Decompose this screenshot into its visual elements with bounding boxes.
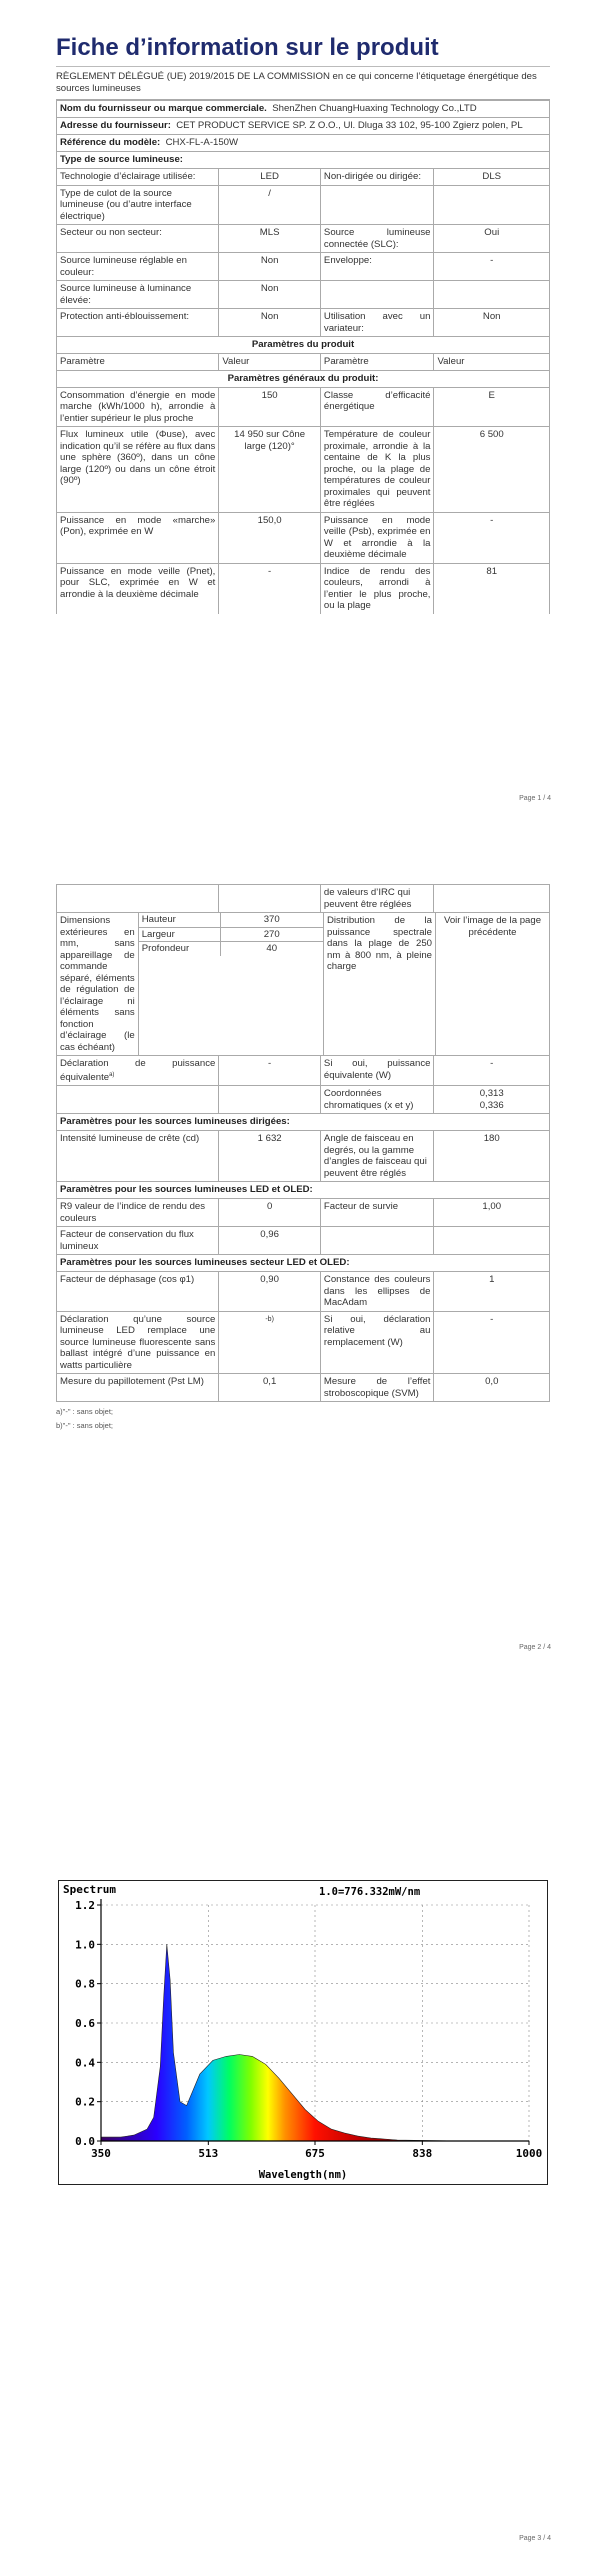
- table-row: [56, 388, 550, 428]
- model-value: CHX-FL-A-150W: [165, 137, 239, 148]
- col-header: Valeur: [219, 354, 321, 370]
- table-row: [56, 1374, 550, 1402]
- dimensions-label: Dimensions extérieures en mm, sans appareillage de commande séparé, éléments de régulation de l’éclairage ni éléments sans fonction d’éclairage (le cas échéant): [57, 913, 139, 1055]
- table-row: [56, 1227, 550, 1255]
- supplier-value: ShenZhen ChuangHuaxing Technology Co.,LTD: [272, 103, 477, 114]
- param-value: -: [490, 255, 494, 266]
- y-tick-label: 0.6: [75, 2017, 95, 2030]
- param-label: Déclaration qu’une source lumineuse LED remplace une source lumineuse fluorescente sans ballast intégré d’une puissance en watts particulière: [57, 1312, 219, 1374]
- supplier-row: [57, 101, 549, 117]
- param-value: -b): [219, 1312, 321, 1374]
- table-row: [56, 1131, 550, 1182]
- param-label: [321, 281, 435, 308]
- param-value: E: [488, 389, 495, 401]
- table-row: [56, 281, 550, 309]
- param-value: LED: [219, 169, 321, 185]
- param-value: Voir l’image de la page précédente: [443, 915, 542, 938]
- x-tick-label: 675: [305, 2147, 325, 2160]
- param-value: 14 950 sur Cône large (120)°: [219, 427, 321, 512]
- param-value: MLS: [219, 225, 321, 252]
- chart-annotation: 1.0=776.332mW/nm: [319, 1886, 421, 1898]
- page-title: Fiche d’information sur le produit: [56, 30, 550, 67]
- param-value: 0,0: [485, 1376, 499, 1388]
- param-label: Puissance en mode «marche» (Pon), exprimée en W: [57, 513, 219, 563]
- param-label: Coordonnées chromatiques (x et y): [321, 1086, 435, 1113]
- param-label: Mesure de l’effet stroboscopique (SVM): [321, 1374, 435, 1401]
- y-tick-label: 1.0: [75, 1938, 95, 1952]
- table-row: [56, 253, 550, 281]
- param-label: Classe d’efficacité énergétique: [321, 388, 435, 427]
- param-label: Intensité lumineuse de crête (cd): [57, 1131, 219, 1181]
- dimension-name: Largeur: [139, 928, 221, 942]
- param-label: Source lumineuse réglable en couleur:: [57, 253, 219, 280]
- param-value: Oui: [484, 227, 500, 238]
- param-value: Non: [219, 281, 321, 308]
- param-label: R9 valeur de l’indice de rendu des couleurs: [57, 1199, 219, 1226]
- param-value: Non: [482, 311, 501, 322]
- page-number: Page 3 / 4: [519, 2535, 551, 2542]
- y-tick-label: 1.2: [75, 1899, 95, 1912]
- address-label: Adresse du fournisseur:: [60, 120, 171, 131]
- general-heading: Paramètres généraux du produit:: [227, 372, 379, 384]
- param-label: Si oui, puissance équivalente (W): [321, 1056, 435, 1085]
- table-row: [56, 1085, 550, 1114]
- type-heading: Type de source lumineuse:: [60, 154, 183, 165]
- param-value: -: [490, 1313, 494, 1325]
- param-value: [434, 186, 549, 225]
- param-label: Source lumineuse à luminance élevée:: [57, 281, 219, 308]
- param-value: 0,90: [219, 1272, 321, 1311]
- model-label: Référence du modèle:: [60, 137, 161, 148]
- param-label: Mesure du papillotement (Pst LM): [57, 1374, 219, 1401]
- param-label: Technologie d’éclairage utilisée:: [57, 169, 219, 185]
- dimension-row: [139, 913, 323, 928]
- param-value: Non: [219, 309, 321, 336]
- param-value: 1 632: [219, 1131, 321, 1181]
- col-header: Valeur: [437, 356, 465, 367]
- param-label: Constance des couleurs dans les ellipses de MacAdam: [321, 1272, 435, 1311]
- param-label: Puissance en mode veille (Pnet), pour SLC, exprimée en W et arrondie à la deuxième décimale: [57, 564, 219, 614]
- param-value: 0,1: [219, 1374, 321, 1401]
- table-row: [56, 186, 550, 226]
- y-tick-label: 0.2: [75, 2095, 95, 2109]
- table-row: [56, 1056, 550, 1085]
- param-value: 0: [219, 1199, 321, 1226]
- param-value: Non: [219, 253, 321, 280]
- param-value: 0,313 0,336: [479, 1088, 504, 1111]
- page-2: [0, 880, 603, 1700]
- param-label: Déclaration de puissance équivalente$^{a)}$: [57, 1056, 219, 1085]
- param-label: Indice de rendu des couleurs, arrondi à l’entier le plus proche, ou la plage: [321, 564, 435, 614]
- table-row: [56, 225, 550, 253]
- param-label: Utilisation avec un variateur:: [321, 309, 435, 336]
- page-3: [0, 1850, 603, 2560]
- led-heading: Paramètres pour les sources lumineuses LED et OLED:: [60, 1184, 313, 1196]
- param-label: Température de couleur proximale, arrondie à la centaine de K la plus proche, ou la plage de températures de couleur proximales qui peuvent être réglées: [321, 427, 435, 512]
- spectrum-chart: [58, 1880, 548, 2185]
- params-heading: Paramètres du produit: [251, 339, 355, 350]
- dimension-value: 370: [263, 914, 280, 925]
- table-row: [56, 1272, 550, 1312]
- model-row: [57, 135, 549, 151]
- x-tick-label: 1000: [515, 2147, 543, 2160]
- param-value: 6 500: [479, 429, 504, 440]
- param-label: Consommation d’énergie en mode marche (kWh/1000 h), arrondie à l’entier supérieur le plus proche: [57, 388, 219, 427]
- address-row: [57, 118, 549, 134]
- param-label: Puissance en mode veille (Psb), exprimée en W et arrondie à la deuxième décimale: [321, 513, 435, 563]
- param-value: -: [490, 1058, 494, 1069]
- param-value: DLS: [482, 171, 502, 182]
- table-row: [56, 564, 550, 614]
- dimension-value: 40: [266, 943, 278, 954]
- spectrum-chart-svg: [59, 1881, 547, 2184]
- dimension-value: 270: [263, 928, 280, 940]
- param-value: 180: [483, 1133, 500, 1145]
- param-label: Si oui, déclaration relative au remplacement (W): [321, 1312, 435, 1374]
- mains-heading: Paramètres pour les sources lumineuses secteur LED et OLED:: [60, 1257, 350, 1269]
- param-label: Protection anti-éblouissement:: [57, 309, 219, 336]
- column-headers: [56, 354, 550, 371]
- param-value: 0,96: [219, 1227, 321, 1254]
- x-tick-label: 513: [198, 2147, 219, 2160]
- param-value: /: [219, 186, 321, 225]
- table-row: [56, 309, 550, 337]
- param-value: 150: [219, 388, 321, 427]
- supplier-label: Nom du fournisseur ou marque commerciale.: [60, 103, 267, 114]
- table-row: [56, 169, 550, 186]
- param-label: Enveloppe:: [321, 253, 435, 280]
- dimension-row: [139, 942, 323, 956]
- param-value: -: [490, 514, 494, 526]
- directed-heading: Paramètres pour les sources lumineuses dirigées:: [60, 1116, 290, 1128]
- dimension-name: Hauteur: [139, 913, 221, 927]
- table-row: [56, 1312, 550, 1375]
- x-axis-label: Wavelength(nm): [258, 2169, 348, 2181]
- param-label: Type de culot de la source lumineuse (ou d’autre interface électrique): [57, 186, 219, 225]
- param-value: 1,00: [482, 1201, 502, 1213]
- table-row: [56, 884, 550, 913]
- table-row: [56, 1199, 550, 1227]
- y-tick-label: 0.8: [75, 1977, 95, 1991]
- page-1: [0, 0, 603, 810]
- dimension-row: [139, 928, 323, 943]
- param-label: de valeurs d’IRC qui peuvent être réglées: [321, 885, 435, 912]
- page-number: Page 2 / 4: [519, 1644, 551, 1651]
- param-value: -: [219, 1056, 321, 1085]
- param-label: Non-dirigée ou dirigée:: [321, 169, 435, 185]
- chart-title: Spectrum: [63, 1883, 116, 1896]
- param-label: Facteur de survie: [321, 1199, 435, 1226]
- param-label: Secteur ou non secteur:: [57, 225, 219, 252]
- table-row: [56, 427, 550, 513]
- address-value: CET PRODUCT SERVICE SP. Z O.O., Ul. Dluga 33 102, 95-100 Zgierz polen, PL: [176, 120, 523, 131]
- param-label: Flux lumineux utile (Φuse), avec indication qu’il se réfère au flux dans une sphère (360º), dans un cône large (120º) ou dans un cône étroit (90º): [57, 427, 219, 512]
- param-value: [434, 281, 549, 308]
- x-tick-label: 838: [412, 2147, 433, 2160]
- param-label: Facteur de conservation du flux lumineux: [57, 1227, 219, 1254]
- table-row: [56, 913, 550, 1056]
- col-header: Paramètre: [321, 354, 435, 370]
- param-value: 150,0: [219, 513, 321, 563]
- y-tick-label: 0.0: [75, 2135, 95, 2148]
- param-value: 81: [486, 565, 498, 577]
- y-tick-label: 0.4: [75, 2056, 95, 2070]
- param-label: Source lumineuse connectée (SLC):: [321, 225, 435, 252]
- param-value: -: [219, 564, 321, 614]
- table-row: [56, 513, 550, 564]
- param-label: Distribution de la puissance spectrale dans la plage de 250 nm à 800 nm, à pleine charge: [324, 913, 436, 1055]
- param-label: Angle de faisceau en degrés, ou la gamme d’angles de faisceau qui peuvent être réglés: [321, 1131, 435, 1181]
- col-header: Paramètre: [57, 354, 219, 370]
- param-label: Facteur de déphasage (cos φ1): [57, 1272, 219, 1311]
- dimension-name: Profondeur: [139, 942, 221, 956]
- param-label: [321, 186, 435, 225]
- param-value: 1: [489, 1274, 495, 1286]
- footnote: a)"-" : sans objet;: [56, 1407, 114, 1417]
- page-number: Page 1 / 4: [519, 795, 551, 802]
- x-tick-label: 350: [91, 2147, 111, 2160]
- regulation-text: RÈGLEMENT DÉLÉGUÉ (UE) 2019/2015 DE LA COMMISSION en ce qui concerne l’étiquetage énergétique des sources lumineuses: [56, 71, 537, 94]
- footnote: b)"-" : sans objet;: [56, 1421, 114, 1431]
